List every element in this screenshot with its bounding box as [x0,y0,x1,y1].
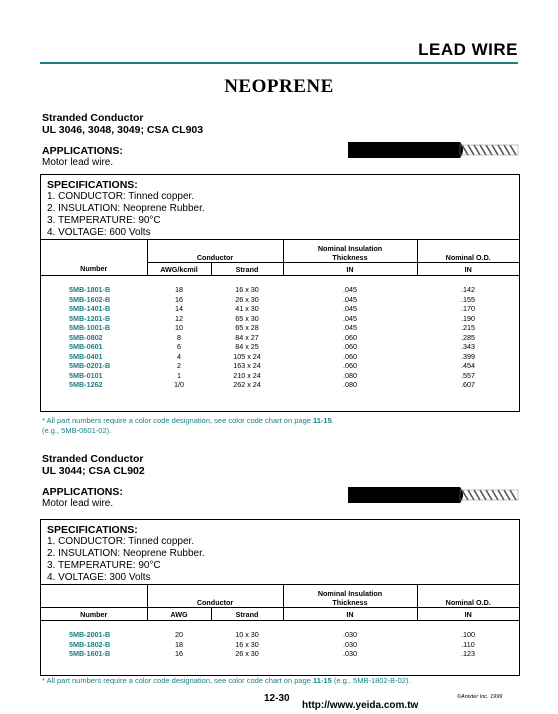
strand-cell: 84 x 27 [235,332,259,342]
product-table [41,585,519,659]
strand-cell: 262 x 24 [233,380,261,389]
awg-cell: 10 [175,323,183,332]
col-header-in: IN [417,263,519,276]
col-header-insulation: Nominal Insulation Thickness [283,240,417,263]
page-title: NEOPRENE [224,76,334,97]
applications-text: Motor lead wire. [42,498,114,509]
part-number: 5MB-0601 [69,342,103,351]
table-row [41,352,519,362]
strand-cell: 105 x 24 [233,351,261,361]
insulation-cell: .045 [343,323,357,332]
spec-item: 2. INSULATION: Neoprene Rubber. [47,548,205,559]
awg-cell: 16 [175,294,183,304]
col-header-in: IN [283,608,417,621]
website-url[interactable]: http://www.yeida.com.tw [302,700,419,711]
specifications-heading: SPECIFICATIONS: [47,179,138,191]
table-row [41,640,519,650]
strand-cell: 10 x 30 [235,630,259,639]
section-subtitle: Stranded Conductor [42,453,144,465]
section-subtitle: Stranded Conductor [42,112,144,124]
specifications-heading: SPECIFICATIONS: [47,524,138,536]
insulation-cell: .030 [343,649,357,658]
awg-cell: 20 [175,630,183,639]
insulation-cell: .045 [343,304,357,313]
part-number: 5MB-1802-B [69,639,111,649]
spec-item: 2. INSULATION: Neoprene Rubber. [47,203,205,214]
col-header-strand: Strand [211,263,283,276]
applications-text: Motor lead wire. [42,157,114,168]
table-row [41,276,519,295]
spec-item: 1. CONDUCTOR: Tinned copper. [47,191,195,202]
copyright: ©Anixter Inc. 1999 [457,694,503,700]
awg-cell: 18 [175,285,183,294]
col-header-awg: AWG/kcmil [147,263,211,276]
part-number: 5MB-1001-B [69,323,111,332]
part-number: 5MB-0201-B [69,361,111,370]
insulation-cell: .060 [343,332,357,342]
strand-cell: 65 x 30 [235,313,259,323]
od-cell: .142 [461,285,475,294]
table-row [41,380,519,390]
awg-cell: 18 [175,639,183,649]
applications-heading: APPLICATIONS: [42,145,123,157]
lead-wire-illustration [348,139,520,161]
part-number: 5MB-1262 [69,380,103,389]
lead-wire-illustration [348,484,520,506]
table-row [41,361,519,371]
col-header-conductor: Conductor [147,585,283,608]
table-row [41,342,519,352]
table-row [41,371,519,381]
part-number: 5MB-1601-B [69,649,111,658]
od-cell: .343 [461,342,475,351]
section-standards: UL 3046, 3048, 3049; CSA CL903 [42,124,204,136]
od-cell: .110 [461,639,475,649]
col-header-strand: Strand [211,608,283,621]
section-300v [42,453,520,658]
spec-item: 3. TEMPERATURE: 90°C [47,215,161,226]
awg-cell: 1/0 [174,380,184,389]
strand-cell: 41 x 30 [235,304,259,313]
applications-heading: APPLICATIONS: [42,486,123,498]
footnote: * All part numbers require a color code designation, see color code chart on page 11-15 (e.g., 5MB-1802-B-02). [42,676,411,685]
col-header-conductor: Conductor [147,240,283,263]
insulation-cell: .060 [343,351,357,361]
part-number: 5MB-0802 [69,332,103,342]
col-header-in: IN [283,263,417,276]
awg-cell: 2 [177,361,181,370]
awg-cell: 6 [177,342,181,351]
footnote: * All part numbers require a color code designation, see color code chart on page 11-15. (e.g., 5MB-0601-02). [42,416,334,435]
od-cell: .285 [461,332,475,342]
od-cell: .607 [461,380,475,389]
col-header-awg: AWG [147,608,211,621]
part-number: 5MB-0401 [69,351,103,361]
insulation-cell: .030 [343,630,357,639]
awg-cell: 8 [177,332,181,342]
spec-item: 1. CONDUCTOR: Tinned copper. [47,536,195,547]
part-number: 5MB-1401-B [69,304,111,313]
table-row [41,323,519,333]
table-row [41,333,519,343]
section-600v [42,112,520,389]
strand-cell: 84 x 25 [235,342,259,351]
table-row [41,649,519,659]
col-header-number: Number [41,608,147,621]
awg-cell: 14 [175,304,183,313]
insulation-cell: .080 [343,370,357,380]
insulation-cell: .045 [343,294,357,304]
awg-cell: 16 [175,649,183,658]
spec-item: 4. VOLTAGE: 600 Volts [47,227,151,238]
insulation-cell: .030 [343,639,357,649]
od-cell: .170 [461,304,475,313]
table-row [41,621,519,640]
strand-cell: 65 x 28 [235,323,259,332]
table-row [41,295,519,305]
od-cell: .557 [461,370,475,380]
col-header-od: Nominal O.D. [417,240,519,263]
od-cell: .454 [461,361,475,370]
awg-cell: 1 [177,370,181,380]
table-row [41,304,519,314]
od-cell: .399 [461,351,475,361]
specifications-box [40,174,520,412]
od-cell: .100 [461,630,475,639]
section-standards: UL 3044; CSA CL902 [42,465,145,477]
spec-item: 4. VOLTAGE: 300 Volts [47,572,151,583]
spec-item: 3. TEMPERATURE: 90°C [47,560,161,571]
part-number: 5MB-1602-B [69,294,111,304]
part-number: 5MB-1801-B [69,285,111,294]
insulation-cell: .045 [343,285,357,294]
od-cell: .190 [461,313,475,323]
table-row [41,314,519,324]
col-header-insulation: Nominal Insulation Thickness [283,585,417,608]
part-number: 5MB-0101 [69,370,103,380]
header-title: LEAD WIRE [418,40,518,59]
od-cell: .155 [461,294,475,304]
col-header-od: Nominal O.D. [417,585,519,608]
product-table [41,240,519,390]
insulation-cell: .045 [343,313,357,323]
insulation-cell: .060 [343,342,357,351]
strand-cell: 163 x 24 [233,361,261,370]
part-number: 5MB-1201-B [69,313,111,323]
col-header-number: Number [41,263,147,276]
page-number: 12-30 [264,693,290,704]
od-cell: .123 [461,649,475,658]
od-cell: .215 [461,323,475,332]
strand-cell: 26 x 30 [235,649,259,658]
part-number: 5MB-2001-B [69,630,111,639]
col-header-in: IN [417,608,519,621]
strand-cell: 16 x 30 [235,639,259,649]
header-rule [40,62,518,64]
strand-cell: 26 x 30 [235,294,259,304]
specifications-box [40,519,520,676]
awg-cell: 12 [175,313,183,323]
awg-cell: 4 [177,351,181,361]
insulation-cell: .060 [343,361,357,370]
insulation-cell: .080 [343,380,357,389]
strand-cell: 16 x 30 [235,285,259,294]
strand-cell: 210 x 24 [233,370,261,380]
